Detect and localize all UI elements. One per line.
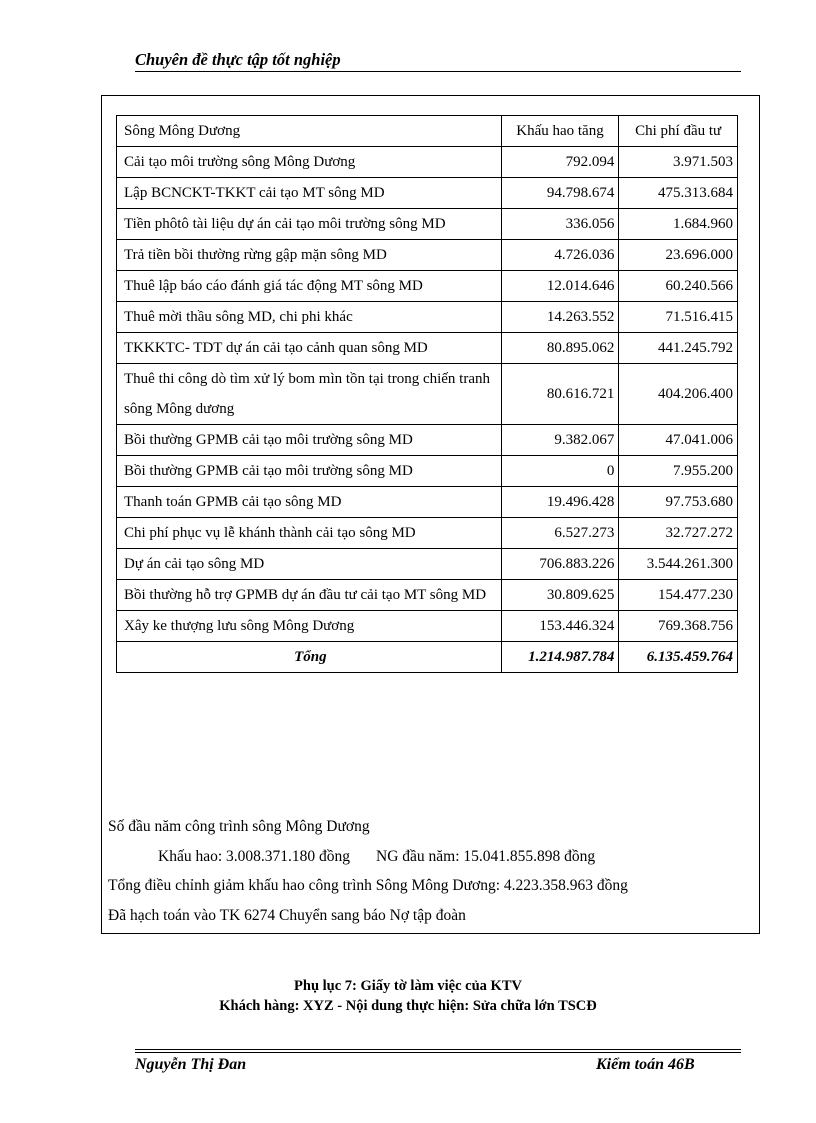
row-depreciation: 792.094 — [501, 147, 619, 178]
table-total-row — [117, 642, 738, 673]
row-depreciation: 80.895.062 — [501, 333, 619, 364]
row-depreciation: 94.798.674 — [501, 178, 619, 209]
row-name: Thuê mời thầu sông MD, chi phi khác — [117, 302, 502, 333]
row-depreciation: 19.496.428 — [501, 487, 619, 518]
total-depreciation: 1.214.987.784 — [501, 642, 619, 673]
row-investment: 769.368.756 — [619, 611, 738, 642]
column-header-investment: Chi phí đầu tư — [619, 116, 738, 147]
row-name: Trả tiền bồi thường rừng gập mặn sông MD — [117, 240, 502, 271]
table-row — [117, 580, 738, 611]
depreciation-table — [116, 115, 738, 673]
table-header-row — [117, 116, 738, 147]
row-name: Thuê lập báo cáo đánh giá tác động MT sông MD — [117, 271, 502, 302]
table-row — [117, 178, 738, 209]
header-rule — [135, 71, 741, 72]
row-name: Thuê thi công dò tìm xử lý bom mìn tồn tại trong chiến tranh sông Mông dương — [117, 364, 502, 425]
row-depreciation: 4.726.036 — [501, 240, 619, 271]
row-name: Xây ke thượng lưu sông Mông Dương — [117, 611, 502, 642]
notes-block — [108, 812, 628, 930]
opening-original-cost: NG đầu năm: 15.041.855.898 đồng — [376, 847, 596, 865]
appendix-subtitle: Khách hàng: XYZ - Nội dung thực hiện: Sửa chữa lớn TSCĐ — [219, 998, 597, 1014]
column-header-depreciation: Khấu hao tăng — [501, 116, 619, 147]
total-investment: 6.135.459.764 — [619, 642, 738, 673]
notes-line-adjustment: Tổng điều chỉnh giảm khấu hao công trình Sông Mông Dương: 4.223.358.963 đồng — [108, 877, 628, 894]
row-name: Bồi thường GPMB cải tạo môi trường sông MD — [117, 425, 502, 456]
table-row — [117, 302, 738, 333]
notes-line-opening: Số đầu năm công trình sông Mông Dương — [108, 818, 370, 835]
notes-line-posting: Đã hạch toán vào TK 6274 Chuyển sang báo Nợ tập đoàn — [108, 906, 466, 924]
table-row — [117, 456, 738, 487]
row-name: Dự án cải tạo sông MD — [117, 549, 502, 580]
row-name: Tiền phôtô tài liệu dự án cải tạo môi trường sông MD — [117, 209, 502, 240]
row-investment: 3.544.261.300 — [619, 549, 738, 580]
row-name: Lập BCNCKT-TKKT cải tạo MT sông MD — [117, 178, 502, 209]
row-depreciation: 706.883.226 — [501, 549, 619, 580]
table-row — [117, 549, 738, 580]
table-row — [117, 209, 738, 240]
row-name: Chi phí phục vụ lễ khánh thành cải tạo sông MD — [117, 518, 502, 549]
row-name: TKKKTC- TDT dự án cải tạo cảnh quan sông MD — [117, 333, 502, 364]
table-row — [117, 240, 738, 271]
table-row — [117, 333, 738, 364]
row-depreciation: 153.446.324 — [501, 611, 619, 642]
row-depreciation: 80.616.721 — [501, 364, 619, 425]
row-name: Bồi thường hỗ trợ GPMB dự án đầu tư cải tạo MT sông MD — [117, 580, 502, 611]
row-investment: 60.240.566 — [619, 271, 738, 302]
row-investment: 71.516.415 — [619, 302, 738, 333]
page-header-title: Chuyên đề thực tập tốt nghiệp — [135, 50, 341, 69]
row-depreciation: 336.056 — [501, 209, 619, 240]
row-depreciation: 30.809.625 — [501, 580, 619, 611]
appendix-title: Phụ lục 7: Giấy tờ làm việc của KTV — [294, 978, 522, 994]
opening-depreciation: Khấu hao: 3.008.371.180 đồng — [158, 847, 351, 865]
table-row — [117, 147, 738, 178]
table-row — [117, 271, 738, 302]
row-investment: 404.206.400 — [619, 364, 738, 425]
row-depreciation: 12.014.646 — [501, 271, 619, 302]
row-investment: 1.684.960 — [619, 209, 738, 240]
table-row — [117, 425, 738, 456]
total-label: Tổng — [117, 642, 502, 673]
row-investment: 3.971.503 — [619, 147, 738, 178]
row-depreciation: 6.527.273 — [501, 518, 619, 549]
appendix-caption — [0, 976, 816, 1016]
column-header-name: Sông Mông Dương — [117, 116, 502, 147]
footer-rule — [135, 1052, 741, 1053]
footer-class: Kiểm toán 46B — [596, 1056, 695, 1073]
row-investment: 475.313.684 — [619, 178, 738, 209]
footer-author: Nguyễn Thị Đan — [135, 1056, 247, 1073]
row-investment: 154.477.230 — [619, 580, 738, 611]
row-name: Thanh toán GPMB cải tạo sông MD — [117, 487, 502, 518]
table-row — [117, 611, 738, 642]
notes-line-depreciation — [108, 842, 628, 872]
row-investment: 441.245.792 — [619, 333, 738, 364]
row-investment: 47.041.006 — [619, 425, 738, 456]
row-investment: 23.696.000 — [619, 240, 738, 271]
row-investment: 7.955.200 — [619, 456, 738, 487]
row-investment: 97.753.680 — [619, 487, 738, 518]
table-row — [117, 518, 738, 549]
row-investment: 32.727.272 — [619, 518, 738, 549]
table-row — [117, 487, 738, 518]
table-row — [117, 364, 738, 425]
footer-rule — [135, 1049, 741, 1050]
row-depreciation: 0 — [501, 456, 619, 487]
row-name: Cải tạo môi trường sông Mông Dương — [117, 147, 502, 178]
row-name: Bồi thường GPMB cải tạo môi trường sông MD — [117, 456, 502, 487]
row-depreciation: 14.263.552 — [501, 302, 619, 333]
row-depreciation: 9.382.067 — [501, 425, 619, 456]
